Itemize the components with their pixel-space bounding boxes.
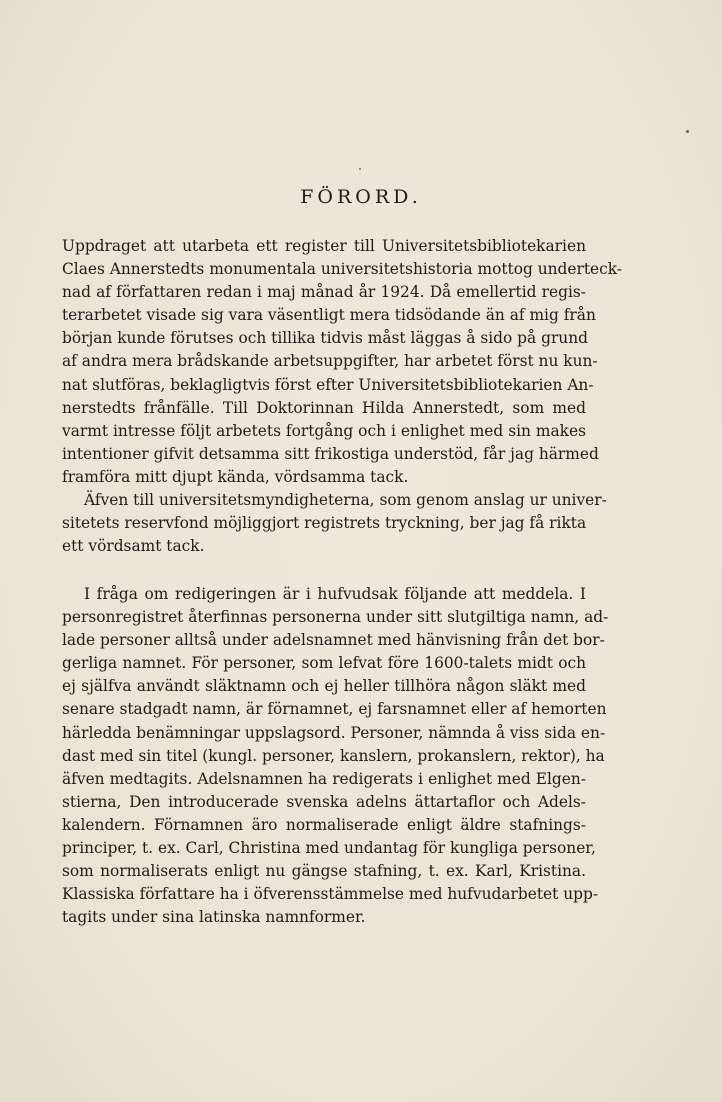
text-line: personregistret återfinnas personerna under sitt slutgiltiga namn, ad- <box>62 608 609 627</box>
text-line: kalendern. Förnamnen äro normaliserade enligt äldre stafnings- <box>62 815 586 834</box>
speck-mark <box>686 130 689 133</box>
text-line: sitetets reservfond möjliggjort registrets tryckning, ber jag få rikta <box>62 514 587 533</box>
text-line: som normaliserats enligt nu gängse stafning, t. ex. Karl, Kristina. <box>62 862 586 881</box>
paragraph <box>62 583 609 929</box>
paragraph <box>62 489 607 558</box>
text-line: stierna, Den introducerade svenska adelns ättartaflor och Adels- <box>62 792 586 811</box>
speck-mark <box>359 168 361 170</box>
text-line: början kunde förutses och tillika tidvis måst läggas å sido på grund <box>62 329 588 348</box>
text-line: ett vördsamt tack. <box>62 537 205 556</box>
text-line: Klassiska författare ha i öfverensstämmelse med hufvudarbetet upp- <box>62 885 599 904</box>
text-line: nerstedts frånfälle. Till Doktorinnan Hilda Annerstedt, som med <box>62 398 586 417</box>
text-line: härledda benämningar uppslagsord. Personer, nämnda å viss sida en- <box>62 723 606 742</box>
text-line: framföra mitt djupt kända, vördsamma tack. <box>62 467 409 486</box>
text-line: af andra mera brådskande arbetsuppgifter, har arbetet först nu kun- <box>62 352 598 371</box>
text-line: senare stadgadt namn, är förnamnet, ej farsnamnet eller af hemorten <box>62 700 607 719</box>
text-section-editorial-notes <box>62 583 609 929</box>
text-line: ej själfva användt släktnamn och ej heller tillhöra någon släkt med <box>62 677 586 696</box>
text-line: gerliga namnet. För personer, som lefvat före 1600-talets midt och <box>62 654 586 673</box>
text-line: varmt intresse följt arbetets fortgång och i enlighet med sin makes <box>62 421 586 440</box>
text-line: dast med sin titel (kungl. personer, kanslern, prokanslern, rektor), ha <box>62 746 605 765</box>
text-line: nat slutföras, beklagligtvis först efter Universitetsbibliotekarien An- <box>62 375 594 394</box>
paragraph <box>62 235 623 489</box>
text-line: nad af författaren redan i maj månad år 1924. Då emellertid regis- <box>62 283 586 302</box>
text-line: I fråga om redigeringen är i hufvudsak följande att meddela. I <box>84 585 586 603</box>
text-line: Claes Annerstedts monumentala universitetshistoria mottog underteck- <box>62 260 623 279</box>
text-section-acknowledgements <box>62 235 623 558</box>
text-line: terarbetet visade sig vara väsentligt mera tidsödande än af mig från <box>62 306 596 325</box>
page-title: FÖRORD. <box>300 186 422 208</box>
text-line: äfven medtagits. Adelsnamnen ha redigerats i enlighet med Elgen- <box>62 769 586 788</box>
text-line: principer, t. ex. Carl, Christina med undantag för kungliga personer, <box>62 839 596 858</box>
text-line: lade personer alltså under adelsnamnet med hänvisning från det bor- <box>62 631 605 650</box>
text-line: Äfven till universitetsmyndigheterna, som genom anslag ur univer- <box>84 491 607 510</box>
text-line: Uppdraget att utarbeta ett register till Universitetsbibliotekarien <box>62 237 586 255</box>
text-line: tagits under sina latinska namnformer. <box>62 908 366 927</box>
text-line: intentioner gifvit detsamma sitt frikostiga understöd, får jag härmed <box>62 444 599 463</box>
